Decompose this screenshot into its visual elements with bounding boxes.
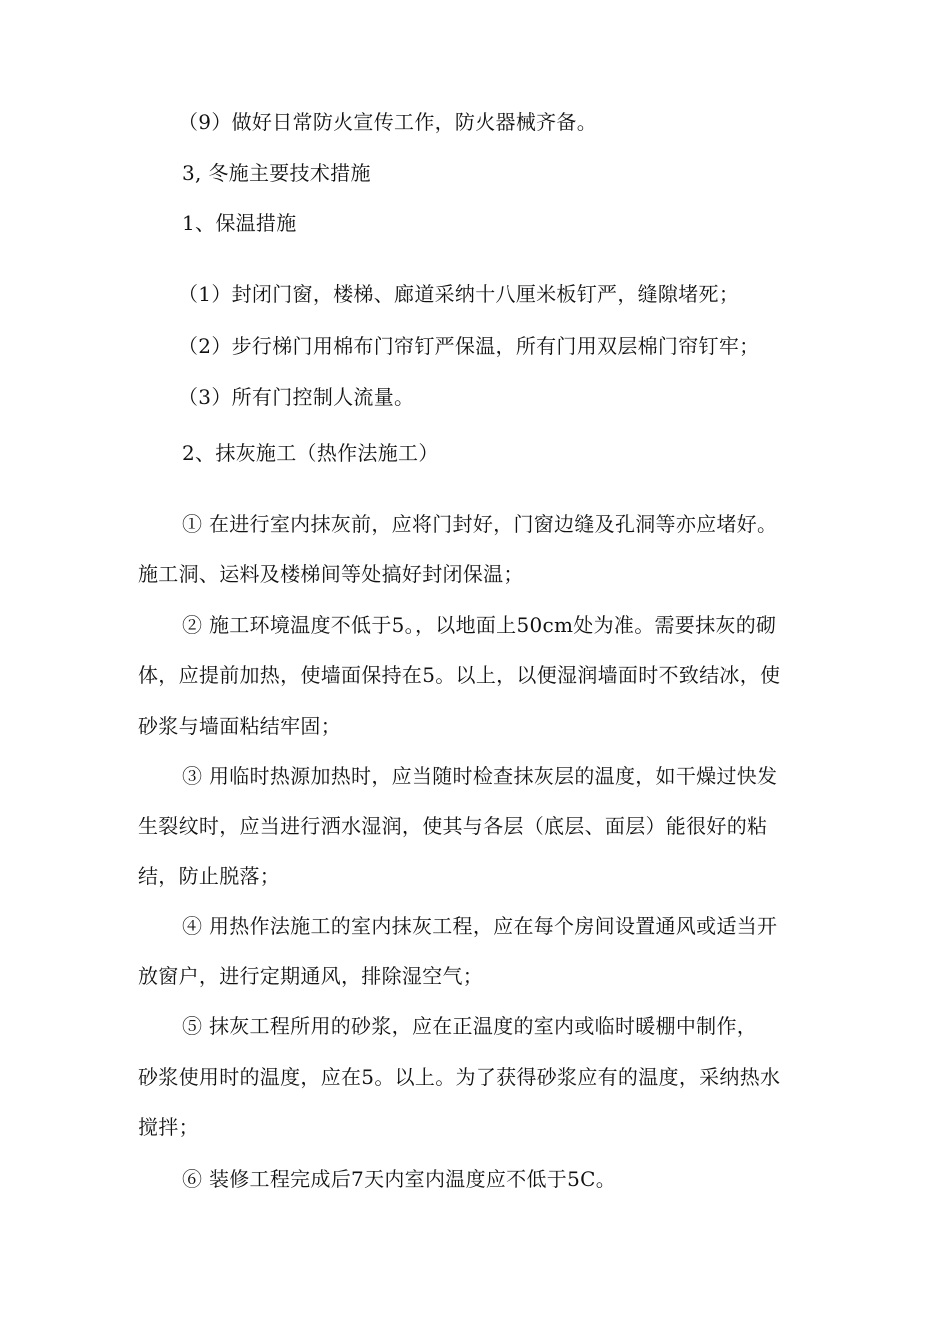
heading-plastering: 2、抹灰施工（热作法施工）: [182, 441, 439, 465]
plastering-item-5-line-3: 搅拌；: [138, 1115, 199, 1139]
paragraph-fire-promotion: （9）做好日常防火宣传工作，防火器械齐备。: [178, 110, 598, 134]
plastering-item-2-line-1: ② 施工环境温度不低于5。，以地面上50cm处为准。需要抹灰的砌: [182, 613, 777, 637]
plastering-item-3-line-1: ③ 用临时热源加热时，应当随时检查抹灰层的温度，如干燥过快发: [182, 764, 778, 788]
plastering-item-1-line-2: 施工洞、运料及楼梯间等处搞好封闭保温；: [138, 562, 524, 586]
plastering-item-3-line-3: 结，防止脱落；: [138, 864, 281, 888]
plastering-item-1-line-1: ① 在进行室内抹灰前，应将门封好，门窗边缝及孔洞等亦应堵好。: [182, 512, 778, 536]
list-item-insulation-1: （1）封闭门窗，楼梯、廊道采纳十八厘米板钉严，缝隙堵死；: [178, 282, 740, 306]
plastering-item-4-line-2: 放窗户，进行定期通风，排除湿空气；: [138, 964, 484, 988]
list-item-insulation-3: （3）所有门控制人流量。: [178, 385, 415, 409]
plastering-item-2-line-2: 体，应提前加热，使墙面保持在5。以上，以便湿润墙面时不致结冰，使: [138, 663, 781, 687]
plastering-item-3-line-2: 生裂纹时，应当进行洒水湿润，使其与各层（底层、面层）能很好的粘: [138, 814, 768, 838]
heading-insulation: 1、保温措施: [182, 211, 297, 235]
plastering-item-4-line-1: ④ 用热作法施工的室内抹灰工程，应在每个房间设置通风或适当开: [182, 914, 778, 938]
plastering-item-2-line-3: 砂浆与墙面粘结牢固；: [138, 714, 341, 738]
plastering-item-5-line-2: 砂浆使用时的温度，应在5。以上。为了获得砂浆应有的温度，采纳热水: [138, 1065, 781, 1089]
plastering-item-5-line-1: ⑤ 抹灰工程所用的砂浆，应在正温度的室内或临时暖棚中制作，: [182, 1014, 758, 1038]
plastering-item-6: ⑥ 装修工程完成后7天内室内温度应不低于5C。: [182, 1167, 617, 1191]
list-item-insulation-2: （2）步行梯门用棉布门帘钉严保温，所有门用双层棉门帘钉牢；: [178, 334, 760, 358]
heading-winter-measures: 3, 冬施主要技术措施: [182, 161, 371, 185]
